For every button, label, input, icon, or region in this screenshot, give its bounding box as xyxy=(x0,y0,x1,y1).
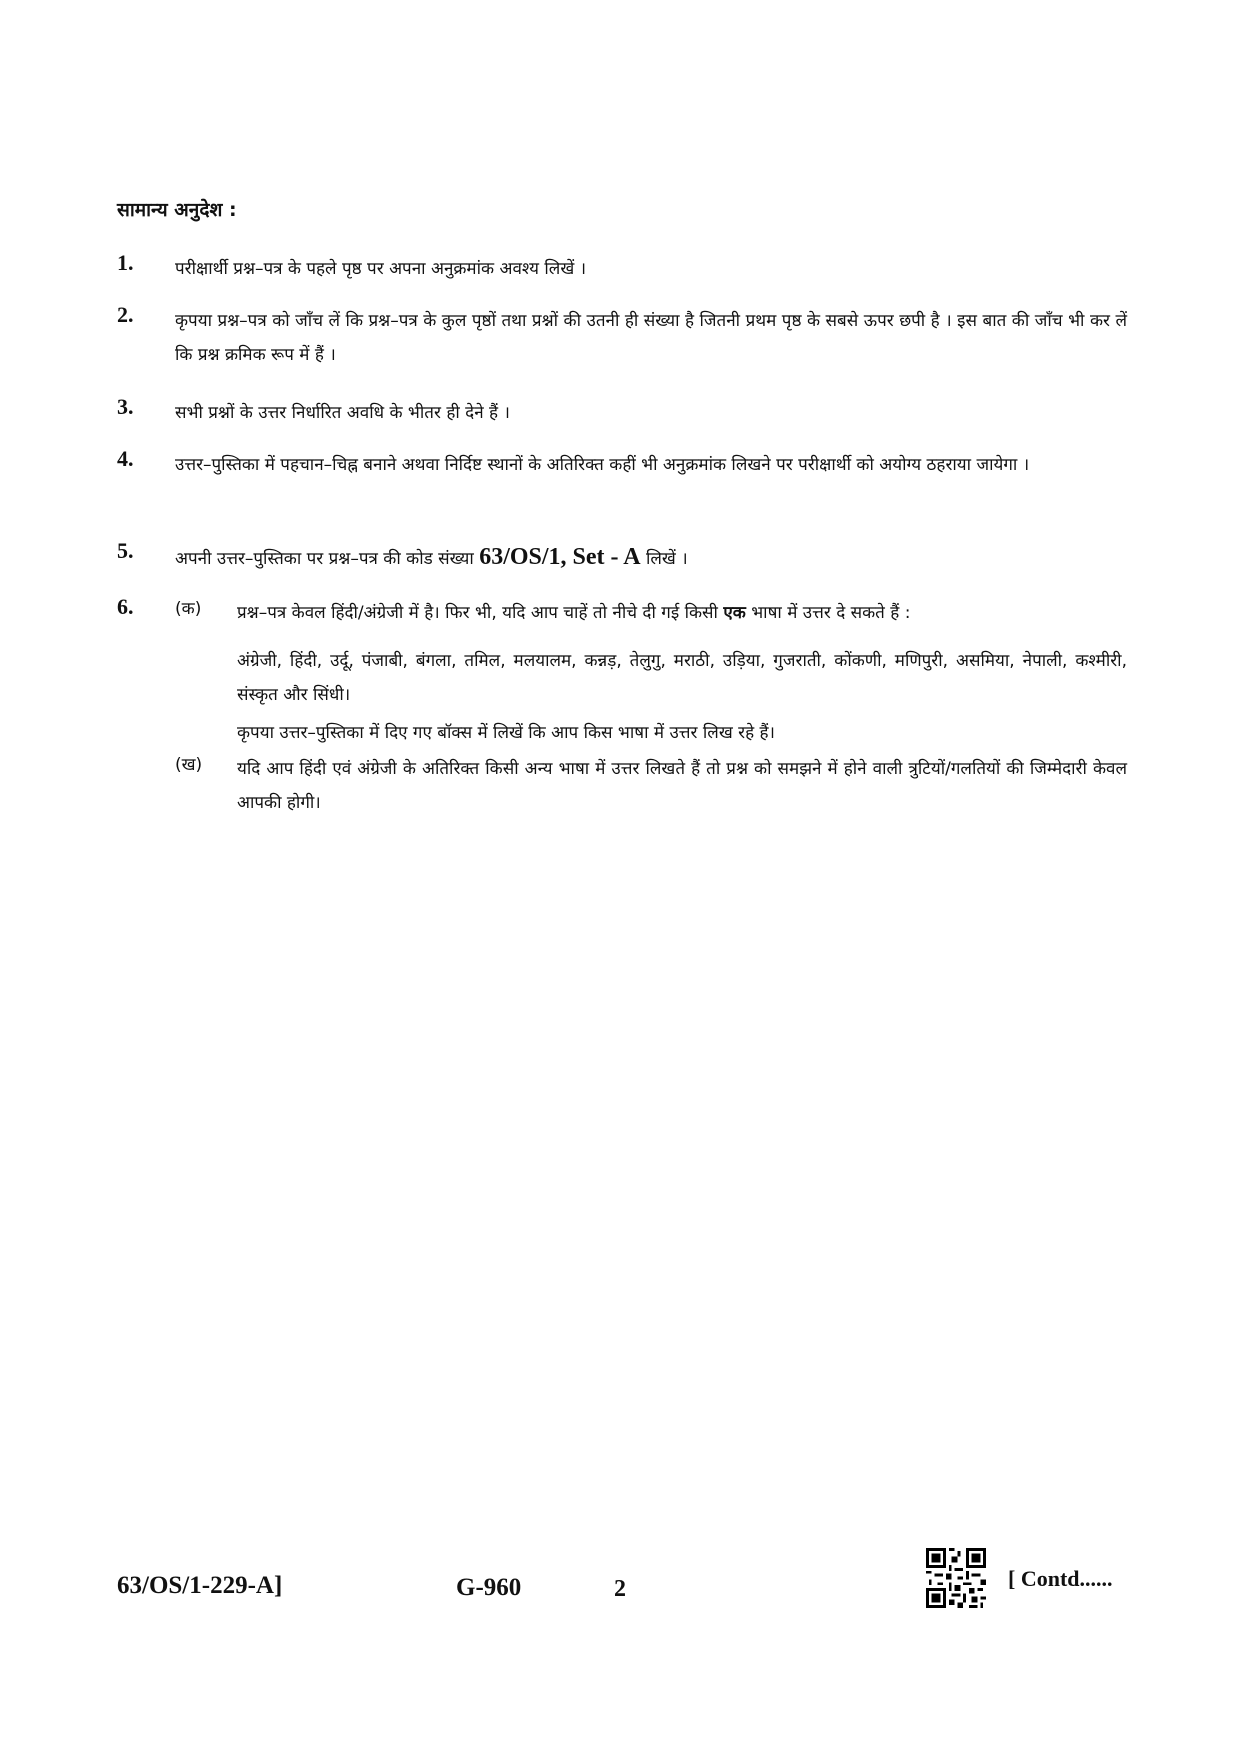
sub-item-label-ka: (क) xyxy=(175,599,202,619)
sub-item-ka-text: प्रश्न–पत्र केवल हिंदी/अंग्रेजी में है। फिर भी, यदि आप चाहें तो नीचे दी गई किसी एक भाषा में उत्तर दे सकते हैं : xyxy=(237,603,911,623)
sub-item-kha-row xyxy=(117,750,1127,830)
item-number: 4. xyxy=(117,446,134,471)
item-text-before: अपनी उत्तर–पुस्तिका पर प्रश्न–पत्र की कोड संख्या xyxy=(175,549,474,569)
instruction-item xyxy=(117,446,1127,516)
instruction-item xyxy=(117,538,1127,578)
item-text: उत्तर–पुस्तिका में पहचान–चिह्न बनाने अथवा निर्दिष्ट स्थानों के अतिरिक्त कहीं भी अनुक्रमांक लिखने पर परीक्षार्थी को अयोग्य ठहराया जायेगा । xyxy=(175,455,1030,475)
paper-code: 63/OS/1, Set - A xyxy=(479,544,641,570)
sub-item-label-kha: (ख) xyxy=(175,755,203,775)
footer-paper-code: 63/OS/1-229-A] xyxy=(117,1572,283,1599)
languages-list: अंग्रेजी, हिंदी, उर्दू, पंजाबी, बंगला, तमिल, मलयालम, कन्नड़, तेलुगु, मराठी, उड़िया, गुजराती, कोंकणी, मणिपुरी, असमिया, नेपाली, कश्मीरी, संस्कृत और सिंधी। xyxy=(237,651,1127,705)
item-number: 6. xyxy=(117,594,134,619)
item-number: 5. xyxy=(117,538,134,563)
item-text xyxy=(175,540,1127,576)
instruction-item xyxy=(117,302,1127,372)
item-text: सभी प्रश्नों के उत्तर निर्धारित अवधि के भीतर ही देने हैं । xyxy=(175,403,510,423)
footer-series: G-960 xyxy=(456,1574,522,1601)
instruction-item xyxy=(117,394,1127,434)
item-number: 1. xyxy=(117,250,134,275)
item-text: कृपया प्रश्न–पत्र को जाँच लें कि प्रश्न–पत्र के कुल पृष्ठों तथा प्रश्नों की उतनी ही संख्या है जितनी प्रथम पृष्ठ के सबसे ऊपर छपी है । इस बात की जाँच भी कर लें कि प्रश्न क्रमिक रूप में हैं । xyxy=(175,311,1127,365)
instruction-item xyxy=(117,250,1127,290)
item-number: 2. xyxy=(117,302,134,327)
qr-code-icon xyxy=(926,1548,986,1608)
item-text: परीक्षार्थी प्रश्न–पत्र के पहले पृष्ठ पर अपना अनुक्रमांक अवश्य लिखें । xyxy=(175,259,587,279)
sub-item-kha: यदि आप हिंदी एवं अंग्रेजी के अतिरिक्त किसी अन्य भाषा में उत्तर लिखते हैं तो प्रश्न को समझने में होने वाली त्रुटियों/गलतियों की जिम्मेदारी केवल आपकी होगी। xyxy=(237,759,1127,813)
box-note: कृपया उत्तर–पुस्तिका में दिए गए बॉक्स में लिखें कि आप किस भाषा में उत्तर लिख रहे हैं। xyxy=(237,723,775,743)
item-text-after: लिखें । xyxy=(645,549,688,569)
sub-item-ka xyxy=(237,596,1127,750)
instructions-heading: सामान्य अनुदेश : xyxy=(117,199,237,221)
item-number: 3. xyxy=(117,394,134,419)
emphasis-text: एक xyxy=(723,603,746,623)
continued-label: [ Contd...... xyxy=(1008,1566,1113,1591)
page-number: 2 xyxy=(614,1576,626,1602)
